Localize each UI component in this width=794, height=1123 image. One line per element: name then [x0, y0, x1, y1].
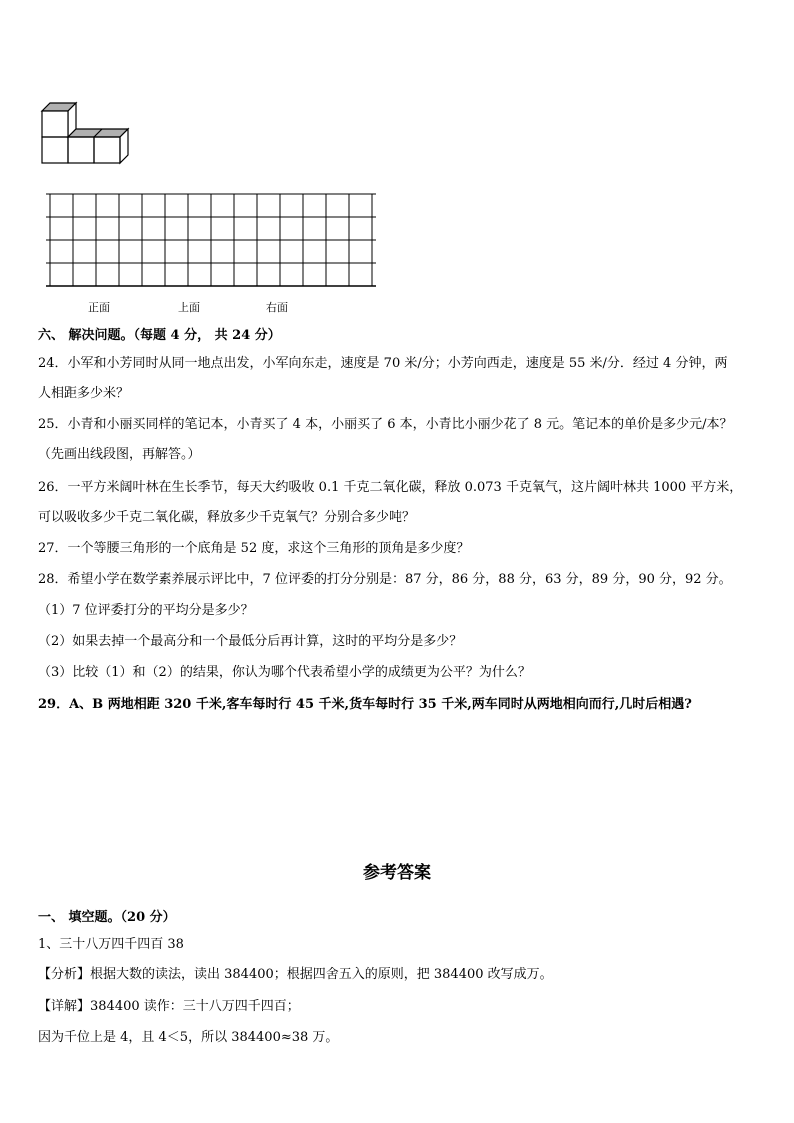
right-view-label: 右面 — [266, 301, 288, 314]
question-27: 27．一个等腰三角形的一个底角是 52 度，求这个三角形的顶角是多少度？ — [38, 541, 470, 556]
question-29: 29．A、B 两地相距 320 千米,客车每时行 45 千米,货车每时行 35 千米,两车同时从两地相向而行,几时后相遇? — [38, 697, 692, 712]
question-26-line1: 26．一平方米阔叶林在生长季节，每天大约吸收 0.1 千克二氧化碳，释放 0.073 千克氧气，这片阔叶林共 1000 平方米， — [38, 480, 743, 495]
question-24-line2: 人相距多少米？ — [38, 386, 130, 401]
question-24-line1: 24．小军和小芳同时从同一地点出发，小军向东走，速度是 70 米/分；小芳向西走，速度是 55 米/分．经过 4 分钟，两 — [38, 356, 728, 371]
question-28-part2: （2）如果去掉一个最高分和一个最低分后再计算，这时的平均分是多少？ — [38, 634, 463, 649]
answer-1: 1、三十八万四千四百 38 — [38, 937, 184, 952]
answer-1-reason: 因为千位上是 4，且 4＜5，所以 384400≈38 万。 — [38, 1030, 339, 1045]
section6-heading: 六、 解决问题。（每题 4 分， 共 24 分） — [38, 328, 281, 343]
drawing-grid — [0, 0, 794, 300]
question-28-part1: （1）7 位评委打分的平均分是多少？ — [38, 603, 254, 618]
question-28: 28．希望小学在数学素养展示评比中，7 位评委的打分分别是：87 分，86 分，88 分，63 分，89 分，90 分，92 分。 — [38, 572, 732, 587]
question-25-line2: （先画出线段图，再解答。） — [38, 447, 201, 462]
front-view-label: 正面 — [88, 301, 110, 314]
question-26-line2: 可以吸收多少千克二氧化碳，释放多少千克氧气？分别合多少吨？ — [38, 510, 416, 525]
question-28-part3: （3）比较（1）和（2）的结果，你认为哪个代表希望小学的成绩更为公平？为什么？ — [38, 665, 531, 680]
answer-1-detail: 【详解】384400 读作：三十八万四千四百； — [38, 999, 300, 1014]
question-25-line1: 25．小青和小丽买同样的笔记本，小青买了 4 本，小丽买了 6 本，小青比小丽少花了 8 元。笔记本的单价是多少元/本？ — [38, 417, 733, 432]
answer-1-analysis: 【分析】根据大数的读法，读出 384400；根据四舍五入的原则，把 384400 改写成万。 — [38, 967, 553, 982]
answer-key-title: 参考答案 — [363, 863, 431, 883]
answers-section1-heading: 一、 填空题。（20 分） — [38, 910, 176, 925]
top-view-label: 上面 — [178, 301, 200, 314]
